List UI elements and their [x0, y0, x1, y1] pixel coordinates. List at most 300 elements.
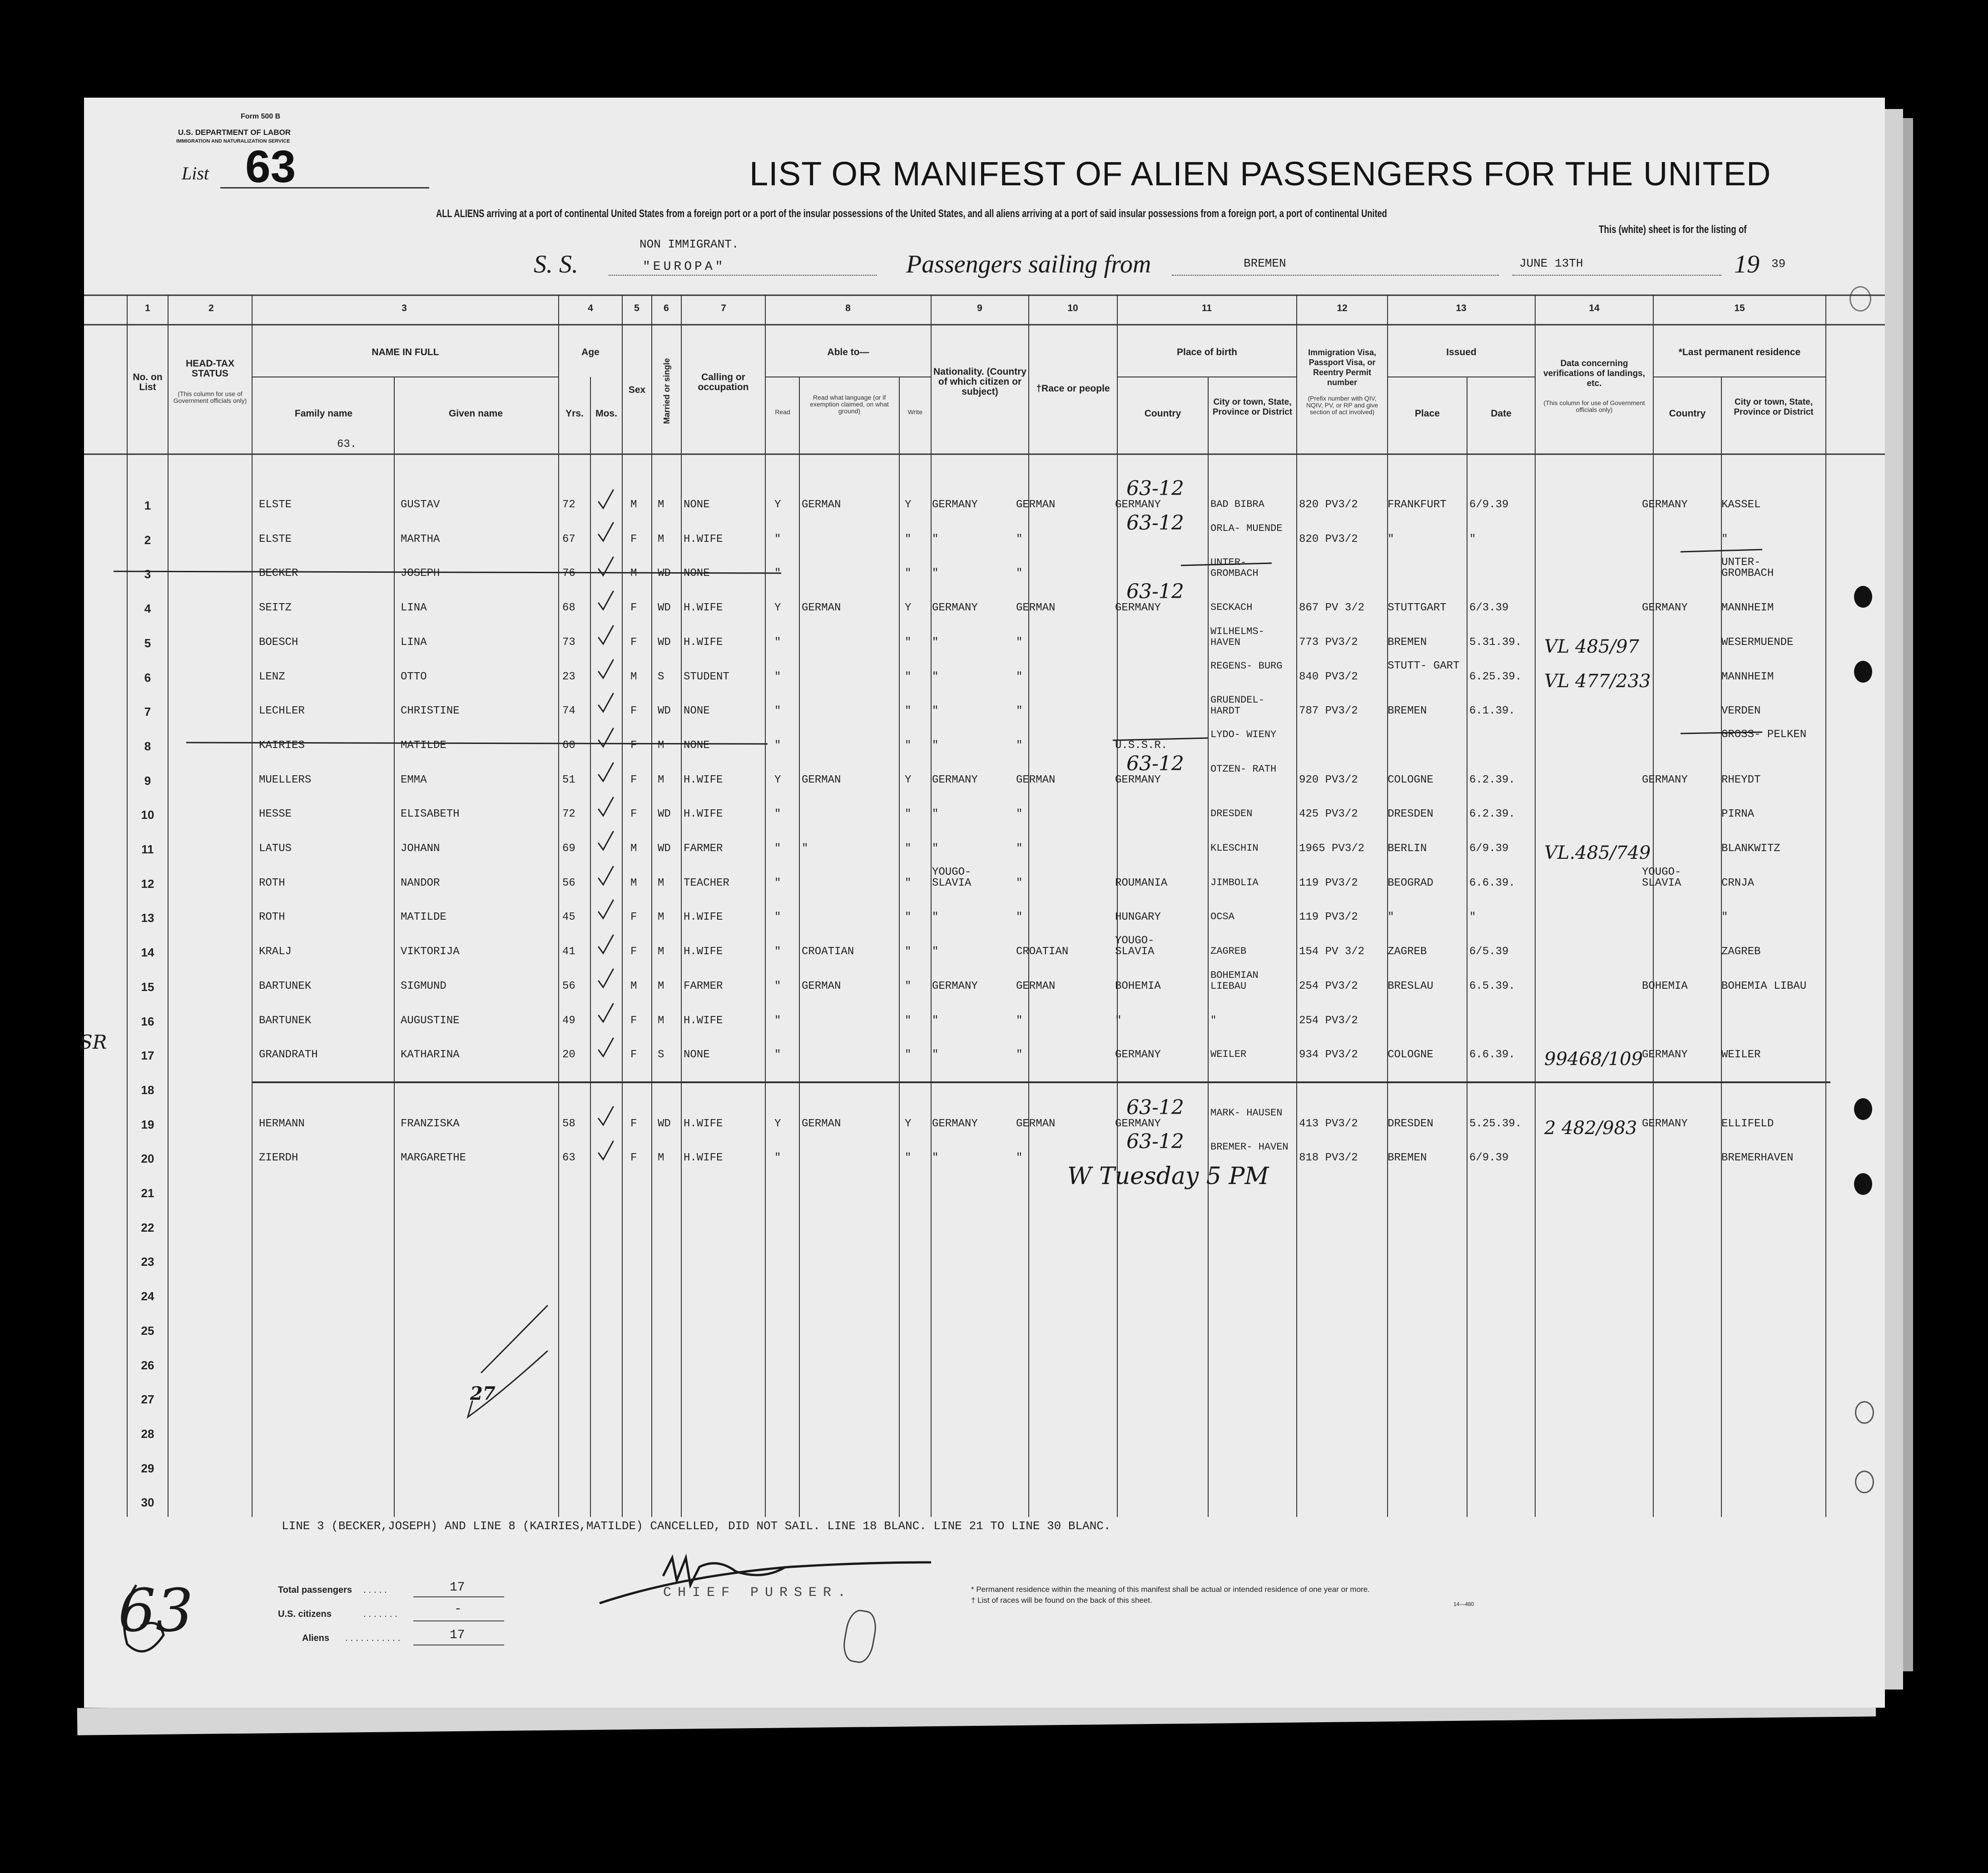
cell-visa: 867 PV 3/2 [1299, 602, 1365, 614]
cell-given: SIGMUND [401, 980, 446, 992]
header-birth-city: City or town, State, Province or District [1212, 397, 1293, 417]
cell-city: WILHELMS- HAVEN [1210, 625, 1264, 648]
handwritten-group-code: 63-12 [1126, 1130, 1184, 1154]
cell-sex: F [630, 602, 637, 614]
page-title: LIST OR MANIFEST OF ALIEN PASSENGERS FOR THE UNITED [749, 155, 1771, 193]
cell-sex: F [630, 739, 637, 752]
col-number: 1 [145, 303, 150, 313]
header-married-single: Married or single [662, 358, 671, 424]
cell-res-city: " [1721, 533, 1728, 545]
cell-ms: M [658, 739, 664, 752]
cell-place: BREMEN [1388, 705, 1427, 718]
cell-race: GERMAN [1016, 773, 1056, 786]
cell-no: 20 [141, 1152, 154, 1166]
cell-calling: NONE [684, 567, 710, 580]
cell-place: DRESDEN [1388, 1117, 1433, 1130]
cell-family: HESSE [259, 808, 292, 821]
cell-no: 17 [141, 1049, 154, 1063]
cell-family: ELSTE [259, 533, 292, 545]
cell-race: " [1016, 1049, 1023, 1061]
cell-given: LINA [401, 602, 427, 614]
cell-given: MARTHA [401, 533, 440, 545]
cell-place: STUTTGART [1388, 602, 1447, 614]
cell-nat: GERMANY [932, 602, 978, 614]
cell-nat: " [932, 1014, 939, 1027]
cell-given: CHRISTINE [401, 705, 460, 718]
cell-read: " [774, 533, 781, 545]
cell-date: " [1469, 911, 1476, 924]
col-number: 8 [845, 303, 851, 313]
col-number: 7 [721, 303, 726, 313]
col-number: 4 [588, 303, 593, 313]
cell-ms: S [658, 670, 664, 683]
year-suffix: 39 [1771, 257, 1786, 271]
cell-given: JOSEPH [401, 567, 440, 580]
cell-place: BERLIN [1388, 842, 1427, 855]
header-residence-city: City or town, State, Province or District [1734, 397, 1814, 417]
cell-res-city: VERDEN [1721, 705, 1761, 718]
cell-verif: 2 482/983 [1544, 1117, 1637, 1139]
cell-race: " [1016, 636, 1023, 649]
cell-res-city: BOHEMIA LIBAU [1721, 980, 1807, 992]
cell-family: HERMANN [259, 1117, 305, 1130]
col-number: 13 [1456, 303, 1467, 313]
footnote-residence: * Permanent residence within the meaning of this manifest shall be actual or intended residence of one year or more. [971, 1585, 1370, 1594]
cell-calling: NONE [684, 499, 710, 511]
cell-place: COLOGNE [1388, 773, 1433, 786]
cell-date: 6.5.39. [1469, 980, 1515, 992]
header-read: Read [775, 408, 790, 416]
footnote-races: † List of races will be found on the back of this sheet. [971, 1596, 1152, 1605]
cell-calling: TEACHER [684, 877, 729, 889]
cell-visa: 818 PV3/2 [1299, 1152, 1358, 1164]
header-verifications: Data concerning verifications of landings, etc. [1543, 359, 1645, 388]
cell-res-city: PIRNA [1721, 808, 1755, 821]
cell-visa: 787 PV3/2 [1299, 705, 1358, 718]
dots: ....... [363, 1609, 400, 1619]
cell-given: MARGARETHE [401, 1152, 466, 1164]
cell-nat: " [932, 670, 939, 683]
cell-no: 15 [141, 980, 154, 994]
cell-read: " [774, 911, 781, 924]
cell-calling: H.WIFE [684, 1152, 723, 1164]
cell-read: " [774, 877, 781, 889]
cell-visa: 119 PV3/2 [1299, 877, 1358, 889]
cell-family: BARTUNEK [259, 1014, 312, 1027]
print-code: 14—480 [1453, 1601, 1474, 1607]
cell-visa: 920 PV3/2 [1299, 773, 1358, 786]
cell-race: GERMAN [1016, 602, 1056, 614]
cell-country: GERMANY [1115, 773, 1161, 786]
cell-family: ROTH [259, 877, 285, 889]
cell-no: 10 [141, 808, 154, 822]
cell-no: 14 [141, 946, 154, 960]
header-write: Write [907, 408, 923, 416]
cell-nat: " [932, 1152, 939, 1164]
cell-nat: " [932, 739, 939, 752]
row-number: 27 [141, 1392, 154, 1407]
cell-calling: H.WIFE [684, 533, 723, 545]
cell-calling: H.WIFE [684, 1117, 723, 1130]
cell-family: LECHLER [259, 705, 305, 718]
cell-city: LYDO- WIENY [1210, 728, 1277, 740]
cell-ms: WD [658, 842, 671, 855]
cell-res-city: MANNHEIM [1721, 602, 1774, 614]
cell-no: 6 [144, 670, 151, 684]
cell-read: " [774, 1049, 781, 1061]
cell-city: BOHEMIAN LIEBAU [1210, 969, 1259, 992]
handwritten-group-code: 63-12 [1126, 580, 1184, 604]
cell-lang: GERMAN [802, 1117, 841, 1130]
cell-family: KAIRIES [259, 739, 305, 752]
cell-write: Y [905, 773, 912, 786]
cell-given: AUGUSTINE [401, 1014, 460, 1027]
cell-write: " [905, 1014, 912, 1027]
cell-family: BARTUNEK [259, 980, 312, 992]
cell-res-city: WESERMUENDE [1721, 636, 1794, 649]
cell-verif: VL 485/97 [1544, 636, 1639, 657]
cell-visa: 119 PV3/2 [1299, 911, 1358, 924]
cell-write: Y [905, 499, 912, 511]
cell-nat: " [932, 1049, 939, 1061]
cell-nat: YOUGO- SLAVIA [932, 866, 972, 889]
handwritten-margin-mark: SR [79, 1031, 107, 1053]
header-last-residence: *Last permanent residence [1678, 347, 1801, 357]
cell-age: 72 [562, 499, 575, 511]
cell-nat: " [932, 808, 939, 821]
cell-date: 6.6.39. [1469, 1049, 1515, 1061]
cell-sex: F [630, 808, 637, 821]
cell-city: GRUENDEL- HARDT [1210, 694, 1264, 717]
cell-write: " [905, 911, 912, 924]
col-number: 2 [208, 303, 214, 313]
cell-res-country: GERMANY [1642, 1117, 1688, 1130]
cell-race: CROATIAN [1016, 946, 1069, 958]
header-head-tax: HEAD-TAX STATUS [186, 358, 234, 379]
cell-lang: CROATIAN [802, 946, 854, 958]
cell-age: 41 [562, 946, 575, 958]
header-sex: Sex [628, 385, 646, 395]
cell-write: " [905, 980, 912, 992]
cell-country: BOHEMIA [1115, 980, 1161, 992]
cell-read: " [774, 980, 781, 992]
cell-date: 6/9.39 [1469, 842, 1509, 855]
header-issued: Issued [1446, 347, 1477, 357]
class-note: NON IMMIGRANT. [640, 238, 739, 251]
cell-place: ZAGREB [1388, 946, 1427, 958]
cell-no: 8 [144, 739, 151, 753]
cell-write: " [905, 670, 912, 683]
cell-res-country: GERMANY [1642, 1049, 1688, 1061]
col-number: 11 [1201, 303, 1212, 313]
cell-res-city: " [1721, 911, 1728, 924]
cell-nat: " [932, 946, 939, 958]
cell-no: 13 [141, 911, 154, 925]
cell-age: 58 [562, 1117, 575, 1130]
cell-race: " [1016, 567, 1023, 580]
cell-age: 20 [562, 1049, 575, 1061]
cell-res-country: GERMANY [1642, 499, 1688, 511]
cell-ms: WD [658, 1117, 671, 1130]
cell-res-city: KASSEL [1721, 499, 1761, 511]
cell-sex: F [630, 636, 637, 649]
signer-title: CHIEF PURSER. [663, 1585, 853, 1600]
cell-family: ELSTE [259, 499, 292, 511]
cell-race: GERMAN [1016, 980, 1056, 992]
header-visa: Immigration Visa, Passport Visa, or Reentry Permit number [1308, 348, 1376, 387]
cell-no: 3 [144, 567, 151, 581]
cell-given: GUSTAV [401, 499, 440, 511]
header-no-on-list: No. on List [133, 372, 163, 392]
cell-ms: WD [658, 636, 671, 649]
cell-city: KLESCHIN [1210, 842, 1259, 854]
cell-calling: FARMER [684, 980, 723, 992]
col-number: 14 [1589, 303, 1600, 313]
cell-read: " [774, 705, 781, 718]
row-number: 28 [141, 1427, 154, 1441]
cell-visa: 820 PV3/2 [1299, 499, 1358, 511]
row-number: 29 [141, 1461, 154, 1475]
cell-age: 60 [562, 739, 575, 752]
cell-visa: 1965 PV3/2 [1299, 842, 1365, 855]
row-number: 24 [141, 1289, 154, 1303]
cell-lang: GERMAN [802, 773, 841, 786]
total-rule [413, 1596, 504, 1597]
cell-nat: GERMANY [932, 980, 978, 992]
cell-ms: M [658, 773, 664, 786]
cell-nat: GERMANY [932, 499, 978, 511]
sailing-label: Passengers sailing from [906, 250, 1151, 278]
cell-no: 7 [144, 705, 151, 719]
sailing-date: JUNE 13TH [1519, 257, 1583, 270]
cell-no: 1 [144, 499, 151, 512]
cell-read: " [774, 842, 781, 855]
header-mos: Mos. [595, 408, 617, 419]
header-issued-date: Date [1491, 408, 1512, 419]
col-number: 5 [634, 303, 640, 313]
cell-lang: GERMAN [802, 499, 841, 511]
cell-given: NANDOR [401, 877, 440, 889]
cell-given: JOHANN [401, 842, 440, 855]
cell-write: " [905, 533, 912, 545]
cell-ms: WD [658, 808, 671, 821]
cell-verif: VL 477/233 [1544, 670, 1651, 692]
cell-city: " [1210, 1014, 1217, 1026]
col-number: 12 [1337, 303, 1348, 313]
cell-calling: FARMER [684, 842, 723, 855]
cell-sex: M [630, 842, 637, 855]
cell-city: DRESDEN [1210, 808, 1253, 820]
cell-race: " [1016, 533, 1023, 545]
cell-ms: WD [658, 705, 671, 718]
cell-read: Y [774, 602, 781, 614]
cell-given: VIKTORIJA [401, 946, 460, 958]
cell-res-city: BREMERHAVEN [1721, 1152, 1794, 1164]
total-passengers-label: Total passengers [278, 1585, 352, 1595]
cell-calling: H.WIFE [684, 636, 723, 649]
cell-calling: NONE [684, 1049, 710, 1061]
cell-race: " [1016, 670, 1023, 683]
row-number: 26 [141, 1358, 154, 1372]
cell-visa: 154 PV 3/2 [1299, 946, 1365, 958]
cell-res-city: ELLIFELD [1721, 1117, 1774, 1130]
cell-nat: GERMANY [932, 1117, 978, 1130]
row-number: 21 [141, 1186, 154, 1200]
cell-race: " [1016, 739, 1023, 752]
cell-race: " [1016, 808, 1023, 821]
cell-calling: H.WIFE [684, 773, 723, 786]
cell-age: 56 [562, 877, 575, 889]
cell-age: 56 [562, 980, 575, 992]
cell-sex: F [630, 533, 637, 545]
cell-age: 49 [562, 1014, 575, 1027]
handwritten-list-number: 63 [118, 1576, 193, 1645]
cell-date: 6/3.39 [1469, 602, 1509, 614]
aliens-label: Aliens [302, 1633, 330, 1643]
cell-read: " [774, 636, 781, 649]
header-birth-country: Country [1144, 408, 1181, 419]
cell-calling: H.WIFE [684, 946, 723, 958]
header-verifications-note: (This column for use of Government officials only) [1543, 399, 1645, 413]
header-issued-place: Place [1415, 408, 1440, 419]
cell-nat: " [932, 705, 939, 718]
list-label: List [182, 163, 209, 183]
cell-race: GERMAN [1016, 1117, 1056, 1130]
cell-family: MUELLERS [259, 773, 312, 786]
cell-city: JIMBOLIA [1210, 877, 1259, 888]
cell-family: ROTH [259, 911, 285, 924]
cell-write: Y [905, 1117, 912, 1130]
header-able-to: Able to— [827, 347, 869, 357]
cell-verif: VL.485/749 [1544, 842, 1651, 863]
cell-read: " [774, 670, 781, 683]
cell-place: BREMEN [1388, 1152, 1427, 1164]
cell-sex: F [630, 1152, 637, 1164]
cell-family: BECKER [259, 567, 298, 580]
cell-race: " [1016, 705, 1023, 718]
cell-visa: 254 PV3/2 [1299, 980, 1358, 992]
cell-write: " [905, 877, 912, 889]
cell-country: GERMANY [1115, 1117, 1161, 1130]
cell-given: KATHARINA [401, 1049, 460, 1061]
cell-write: Y [905, 602, 912, 614]
cell-write: " [905, 567, 912, 580]
header-nationality: Nationality. (Country of which citizen or subject) [933, 367, 1026, 397]
cell-date: 6.2.39. [1469, 773, 1515, 786]
handwritten-mark: 27 [470, 1383, 496, 1404]
cell-family: ZIERDH [259, 1152, 298, 1164]
cell-ms: M [658, 911, 664, 924]
cell-given: EMMA [401, 773, 427, 786]
cell-res-city: BLANKWITZ [1721, 842, 1780, 855]
cell-read: " [774, 808, 781, 821]
header-name-in-full: NAME IN FULL [372, 347, 439, 357]
cell-visa: 425 PV3/2 [1299, 808, 1358, 821]
cell-ms: M [658, 1152, 664, 1164]
cell-read: Y [774, 499, 781, 511]
cell-res-city: GROSS- PELKEN [1721, 728, 1807, 741]
cell-visa: 820 PV3/2 [1299, 533, 1358, 545]
cell-country: HUNGARY [1115, 911, 1161, 924]
cell-no: 5 [144, 636, 151, 650]
col-number: 15 [1734, 303, 1745, 313]
dots: ........... [345, 1633, 403, 1643]
col-number: 9 [977, 303, 982, 313]
cell-age: 51 [562, 773, 575, 786]
header-residence-country: Country [1669, 408, 1706, 419]
cell-age: 72 [562, 808, 575, 821]
cell-no: 19 [141, 1117, 154, 1131]
cell-date: 6/9.39 [1469, 499, 1509, 511]
cell-res-city: WEILER [1721, 1049, 1761, 1061]
cell-write: " [905, 808, 912, 821]
cell-no: 4 [144, 602, 151, 616]
cell-age: 68 [562, 602, 575, 614]
cell-ms: M [658, 946, 664, 958]
cell-place: COLOGNE [1388, 1049, 1433, 1061]
citizens-rule [413, 1620, 504, 1621]
cell-calling: H.WIFE [684, 602, 723, 614]
cell-country: U.S.S.R. [1115, 739, 1168, 752]
cell-sex: F [630, 705, 637, 718]
cell-sex: F [630, 1014, 637, 1027]
cell-lang: " [802, 842, 808, 855]
cell-calling: H.WIFE [684, 911, 723, 924]
cell-write: " [905, 842, 912, 855]
cell-country: " [1115, 1014, 1122, 1027]
header-calling: Calling or occupation [698, 372, 749, 392]
cell-read: " [774, 1014, 781, 1027]
cell-given: OTTO [401, 670, 427, 683]
list-number-typed: 63. [337, 438, 357, 451]
cell-country: GERMANY [1115, 1049, 1161, 1061]
cell-calling: STUDENT [684, 670, 729, 683]
cell-family: SEITZ [259, 602, 292, 614]
cell-read: Y [774, 773, 781, 786]
cell-read: " [774, 739, 781, 752]
cell-res-city: ZAGREB [1721, 946, 1761, 958]
us-citizens-label: U.S. citizens [278, 1609, 332, 1619]
header-head-tax-note: (This column for use of Government officials only) [173, 390, 247, 404]
cell-nat: " [932, 911, 939, 924]
col-number: 3 [402, 303, 407, 313]
departure-port: BREMEN [1244, 257, 1286, 270]
cell-calling: H.WIFE [684, 1014, 723, 1027]
cell-city: ORLA- MUENDE [1210, 522, 1283, 534]
cell-age: 63 [562, 1152, 575, 1164]
row-number: 23 [141, 1255, 154, 1269]
cell-place: BEOGRAD [1388, 877, 1433, 889]
cell-age: 73 [562, 636, 575, 649]
year-prefix: 19 [1734, 250, 1760, 278]
cell-write: " [905, 946, 912, 958]
cell-race: " [1016, 1014, 1023, 1027]
header-race: †Race or people [1036, 383, 1110, 394]
cell-ms: WD [658, 567, 671, 580]
cell-no: 16 [141, 1014, 154, 1028]
cell-sex: F [630, 946, 637, 958]
cell-race: " [1016, 1152, 1023, 1164]
cell-sex: F [630, 773, 637, 786]
cell-given: LINA [401, 636, 427, 649]
us-citizens-value: - [454, 1602, 462, 1616]
cell-date: 5.31.39. [1469, 636, 1522, 649]
header-yrs: Yrs. [565, 408, 584, 419]
cell-calling: H.WIFE [684, 808, 723, 821]
cell-nat: " [932, 533, 939, 545]
header-given-name: Given name [448, 408, 503, 419]
cell-visa: 773 PV3/2 [1299, 636, 1358, 649]
